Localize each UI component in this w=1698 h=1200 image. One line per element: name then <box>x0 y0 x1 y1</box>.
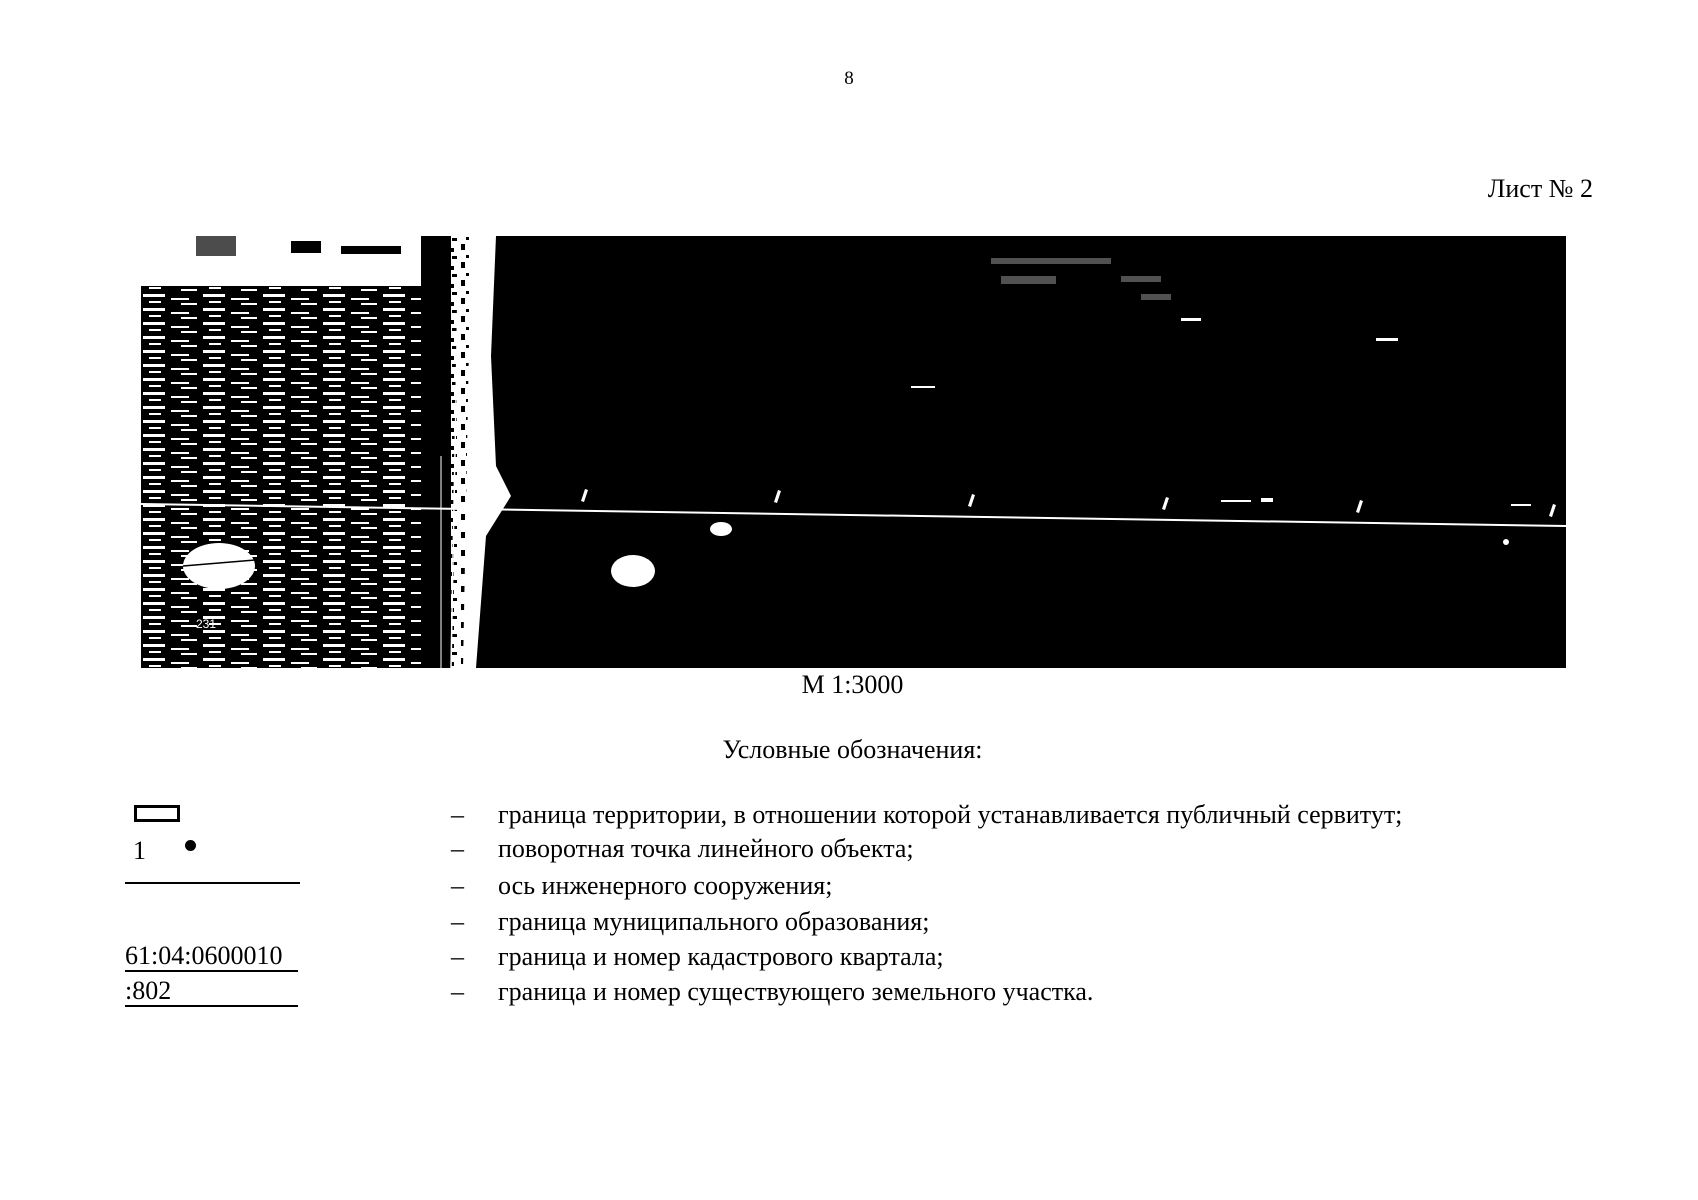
legend-item-boundary <box>0 800 1698 834</box>
map-road <box>463 236 511 668</box>
legend-dash: – <box>451 834 464 863</box>
legend-dash: – <box>451 942 464 971</box>
legend-dash: – <box>451 907 464 936</box>
legend-text: граница территории, в отношении которой устанавливается публичный сервитут; <box>498 800 1403 829</box>
legend-symbol-point-dot <box>185 840 196 851</box>
legend-text: ось инженерного сооружения; <box>498 871 833 900</box>
legend-symbol-point-number: 1 <box>133 836 146 865</box>
map-faint-labels <box>991 258 1171 300</box>
map-blob <box>611 555 655 587</box>
map-scale: М 1:3000 <box>801 670 904 699</box>
legend-item-parcel <box>0 977 1698 1011</box>
page-number: 8 <box>844 68 854 89</box>
map-pond <box>183 543 255 589</box>
map-field-left <box>141 286 421 668</box>
legend-item-axis <box>0 871 1698 905</box>
legend-item-cadastral-quarter <box>0 942 1698 976</box>
legend-symbol-rectangle <box>134 805 180 822</box>
legend-symbol-line <box>125 882 300 884</box>
map-image <box>141 236 1566 668</box>
legend-symbol-parcel-number: :802 <box>125 977 298 1007</box>
legend-symbol-cadastral-number: 61:04:0600010 <box>125 942 298 972</box>
legend-dash: – <box>451 871 464 900</box>
map-point-label: 231 <box>196 617 217 631</box>
legend-dash: – <box>451 977 464 1006</box>
legend-text: граница и номер кадастрового квартала; <box>498 942 944 971</box>
legend-text: граница муниципального образования; <box>498 907 930 936</box>
sheet-label: Лист № 2 <box>1487 174 1593 203</box>
legend-text: поворотная точка линейного объекта; <box>498 834 914 863</box>
legend-dash: – <box>451 800 464 829</box>
legend-item-municipal-boundary <box>0 907 1698 941</box>
legend-item-turning-point <box>0 834 1698 868</box>
legend-text: граница и номер существующего земельного участка. <box>498 977 1094 1006</box>
legend-title: Условные обозначения: <box>722 735 983 764</box>
